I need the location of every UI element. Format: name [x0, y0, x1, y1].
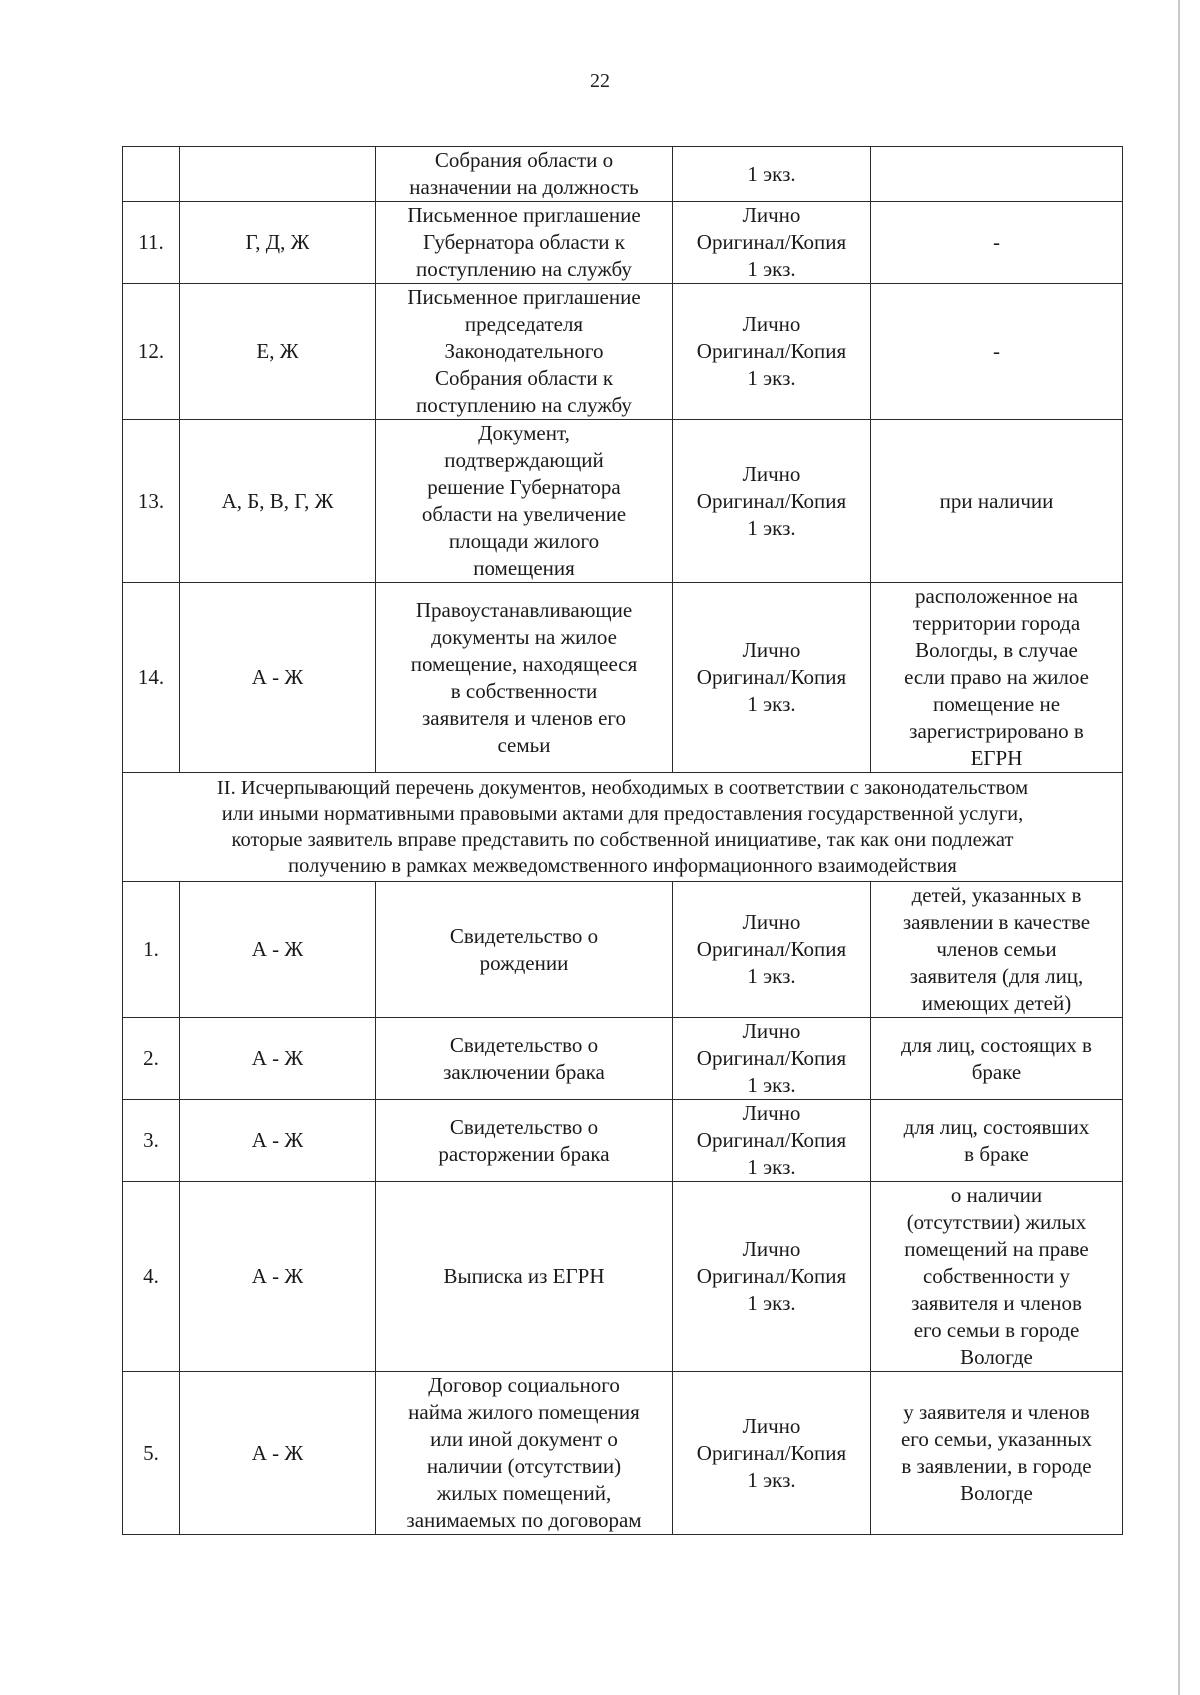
row-note-line: заявлении в качестве	[902, 910, 1091, 934]
row-categories	[180, 147, 376, 202]
documents-table-body	[123, 147, 1123, 1535]
row-form-line: 1 экз.	[747, 1073, 796, 1097]
row-document-line: Свидетельство о	[449, 1114, 599, 1139]
row-form-line: Оригинал/Копия	[696, 665, 847, 689]
row-form-line: 1 экз.	[747, 366, 796, 390]
row-note-line: Вологде	[960, 1481, 1033, 1505]
row-document-line: документы на жилое	[431, 624, 617, 649]
row-document-line: Собрания области к	[434, 366, 614, 390]
row-form-line: Лично	[742, 1237, 801, 1261]
row-note-line: расположенное на	[915, 584, 1078, 608]
row-form-line: Оригинал/Копия	[696, 1128, 847, 1152]
row-document-line: Договор социального	[428, 1373, 620, 1397]
row-document	[376, 1182, 673, 1372]
row-note-line: браке	[971, 1059, 1022, 1084]
table-row	[123, 1372, 1123, 1535]
row-number: 14.	[123, 583, 180, 773]
row-categories: А - Ж	[180, 1372, 376, 1535]
row-form-line: Лично	[742, 1101, 801, 1125]
row-form-line: 1 экз.	[747, 161, 796, 186]
table-row	[123, 147, 1123, 202]
row-note-line: территории города	[912, 611, 1081, 635]
row-note-line: (отсутствии) жилых	[906, 1210, 1087, 1234]
row-form-line: 1 экз.	[747, 964, 796, 988]
row-document-line: Губернатора области к	[423, 230, 625, 254]
row-note-line: помещений на праве	[904, 1237, 1089, 1261]
row-document-line: площади жилого	[448, 529, 600, 553]
row-form-line: Лично	[742, 1019, 801, 1043]
row-form-line: Оригинал/Копия	[696, 1440, 847, 1465]
row-form-line: Оригинал/Копия	[696, 1046, 847, 1070]
section-heading-line: II. Исчерпывающий перечень документов, необходимых в соответствии с законодательством	[216, 777, 1029, 799]
row-form-line: Оригинал/Копия	[696, 1264, 847, 1288]
row-document-line: рождении	[479, 950, 569, 975]
row-note-line: в заявлении, в городе	[901, 1454, 1092, 1478]
row-note-line: ЕГРН	[970, 746, 1023, 770]
row-form-line: 1 экз.	[747, 257, 796, 281]
row-form-line: 1 экз.	[747, 1155, 796, 1179]
row-note	[871, 420, 1123, 583]
row-categories: А - Ж	[180, 882, 376, 1018]
row-document-line: Выписка из ЕГРН	[443, 1264, 605, 1288]
table-row	[123, 1018, 1123, 1100]
row-note-line: членов семьи	[936, 937, 1057, 961]
row-form	[673, 1018, 871, 1100]
row-document-line: поступлению на службу	[416, 257, 632, 281]
row-document-line: в собственности	[450, 678, 598, 703]
row-document-line: наличии (отсутствии)	[426, 1454, 622, 1478]
row-document	[376, 1100, 673, 1182]
row-note-line: у заявителя и членов	[903, 1400, 1090, 1424]
table-row	[123, 882, 1123, 1018]
row-document	[376, 1018, 673, 1100]
row-document-line: жилых помещений,	[436, 1481, 612, 1505]
row-form	[673, 1100, 871, 1182]
row-form-line: Лично	[742, 910, 801, 934]
row-number: 1.	[123, 882, 180, 1018]
row-note-line: -	[993, 230, 1000, 254]
row-note	[871, 583, 1123, 773]
row-note	[871, 882, 1123, 1018]
scan-edge-line	[1178, 0, 1180, 1695]
row-note-line: в браке	[964, 1141, 1029, 1166]
row-categories: А - Ж	[180, 583, 376, 773]
row-form	[673, 583, 871, 773]
row-note-line: о наличии	[950, 1183, 1043, 1207]
table-row	[123, 284, 1123, 420]
row-document-line: семьи	[497, 732, 551, 757]
row-form-line: Оригинал/Копия	[696, 488, 847, 513]
row-categories: А - Ж	[180, 1100, 376, 1182]
row-note-line: его семьи, указанных	[900, 1427, 1093, 1451]
row-form	[673, 420, 871, 583]
row-number: 3.	[123, 1100, 180, 1182]
row-document-line: найма жилого помещения	[408, 1400, 640, 1424]
row-document-line: расторжении брака	[438, 1141, 610, 1166]
row-number: 11.	[123, 202, 180, 284]
row-document-line: заявителя и членов его	[422, 705, 626, 730]
row-note-line: зарегистрировано в	[909, 719, 1084, 743]
row-form-line: Лично	[742, 203, 801, 227]
row-note-line: заявителя (для лиц,	[909, 964, 1084, 988]
row-form	[673, 1372, 871, 1535]
row-document	[376, 284, 673, 420]
row-categories: Г, Д, Ж	[180, 202, 376, 284]
row-document	[376, 1372, 673, 1535]
row-form-line: Оригинал/Копия	[696, 937, 847, 961]
row-form-line: Лично	[742, 461, 801, 486]
row-note-line: детей, указанных в	[911, 883, 1082, 907]
row-document	[376, 583, 673, 773]
row-form-line: Лично	[742, 312, 801, 336]
page-number: 22	[590, 70, 610, 92]
row-form-line: 1 экз.	[747, 692, 796, 716]
row-note-line: его семьи в городе	[913, 1318, 1080, 1342]
row-note	[871, 1100, 1123, 1182]
row-note-line: если право на жилое	[904, 665, 1089, 689]
row-note-line: Вологде	[960, 1345, 1033, 1369]
documents-table	[122, 146, 1123, 1535]
row-note	[871, 147, 1123, 202]
row-number: 5.	[123, 1372, 180, 1535]
table-row	[123, 1182, 1123, 1372]
row-note	[871, 202, 1123, 284]
row-document-line: Письменное приглашение	[407, 285, 641, 309]
row-categories: А - Ж	[180, 1182, 376, 1372]
row-document-line: Свидетельство о	[449, 923, 599, 948]
table-row	[123, 202, 1123, 284]
row-form-line: Оригинал/Копия	[696, 339, 847, 363]
row-document-line: Письменное приглашение	[407, 203, 641, 227]
row-note-line: для лиц, состоящих в	[901, 1032, 1092, 1057]
row-document-line: Законодательного	[444, 339, 604, 363]
row-number: 12.	[123, 284, 180, 420]
row-document-line: Свидетельство о	[449, 1032, 599, 1057]
row-note	[871, 1182, 1123, 1372]
row-document-line: Собрания области о	[434, 148, 614, 172]
section-heading-line: или иными нормативными правовыми актами для предоставления государственной услуги,	[221, 803, 1024, 825]
row-document-line: председателя	[464, 312, 584, 336]
row-form-line: Лично	[742, 638, 801, 662]
row-categories: Е, Ж	[180, 284, 376, 420]
row-number: 4.	[123, 1182, 180, 1372]
table-row	[123, 583, 1123, 773]
row-number	[123, 147, 180, 202]
row-document-line: назначении на должность	[409, 175, 639, 199]
section-heading-line: получению в рамках межведомственного информационного взаимодействия	[288, 855, 957, 877]
row-document-line: поступлению на службу	[416, 393, 632, 417]
row-form-line: 1 экз.	[747, 1291, 796, 1315]
row-form-line: Оригинал/Копия	[696, 230, 847, 254]
row-note-line: Вологды, в случае	[915, 638, 1078, 662]
row-note	[871, 1018, 1123, 1100]
row-note	[871, 284, 1123, 420]
row-document-line: Документ,	[478, 421, 570, 445]
row-form	[673, 284, 871, 420]
row-form	[673, 882, 871, 1018]
section-heading-row	[123, 773, 1123, 882]
row-note-line: имеющих детей)	[921, 991, 1072, 1015]
row-note-line: помещение не	[932, 692, 1061, 716]
row-document	[376, 882, 673, 1018]
row-note	[871, 1372, 1123, 1535]
row-document-line: или иной документ о	[430, 1427, 618, 1451]
row-note-line: -	[993, 339, 1000, 363]
row-note-line: собственности у	[922, 1264, 1071, 1288]
row-form	[673, 202, 871, 284]
row-note-line: заявителя и членов	[911, 1291, 1082, 1315]
row-document	[376, 420, 673, 583]
section-heading	[123, 773, 1123, 882]
row-form	[673, 1182, 871, 1372]
section-heading-line: которые заявитель вправе представить по собственной инициативе, так как они подлежат	[231, 829, 1014, 851]
row-document-line: подтверждающий	[444, 448, 604, 472]
row-note-line: для лиц, состоявших	[903, 1114, 1090, 1139]
row-document	[376, 202, 673, 284]
row-document-line: области на увеличение	[421, 502, 627, 526]
row-number: 13.	[123, 420, 180, 583]
row-document-line: помещения	[473, 556, 575, 580]
row-document-line: Правоустанавливающие	[415, 597, 633, 622]
row-document-line: занимаемых по договорам	[406, 1508, 642, 1532]
row-document-line: заключении брака	[443, 1059, 605, 1084]
row-number: 2.	[123, 1018, 180, 1100]
table-row	[123, 420, 1123, 583]
table-row	[123, 1100, 1123, 1182]
row-categories: А - Ж	[180, 1018, 376, 1100]
row-document-line: помещение, находящееся	[410, 651, 638, 676]
row-form	[673, 147, 871, 202]
row-note-line: при наличии	[939, 488, 1054, 513]
row-form-line: 1 экз.	[747, 1467, 796, 1492]
row-document	[376, 147, 673, 202]
row-categories: А, Б, В, Г, Ж	[180, 420, 376, 583]
row-document-line: решение Губернатора	[427, 475, 621, 499]
row-form-line: Лично	[742, 1413, 801, 1438]
row-form-line: 1 экз.	[747, 515, 796, 540]
